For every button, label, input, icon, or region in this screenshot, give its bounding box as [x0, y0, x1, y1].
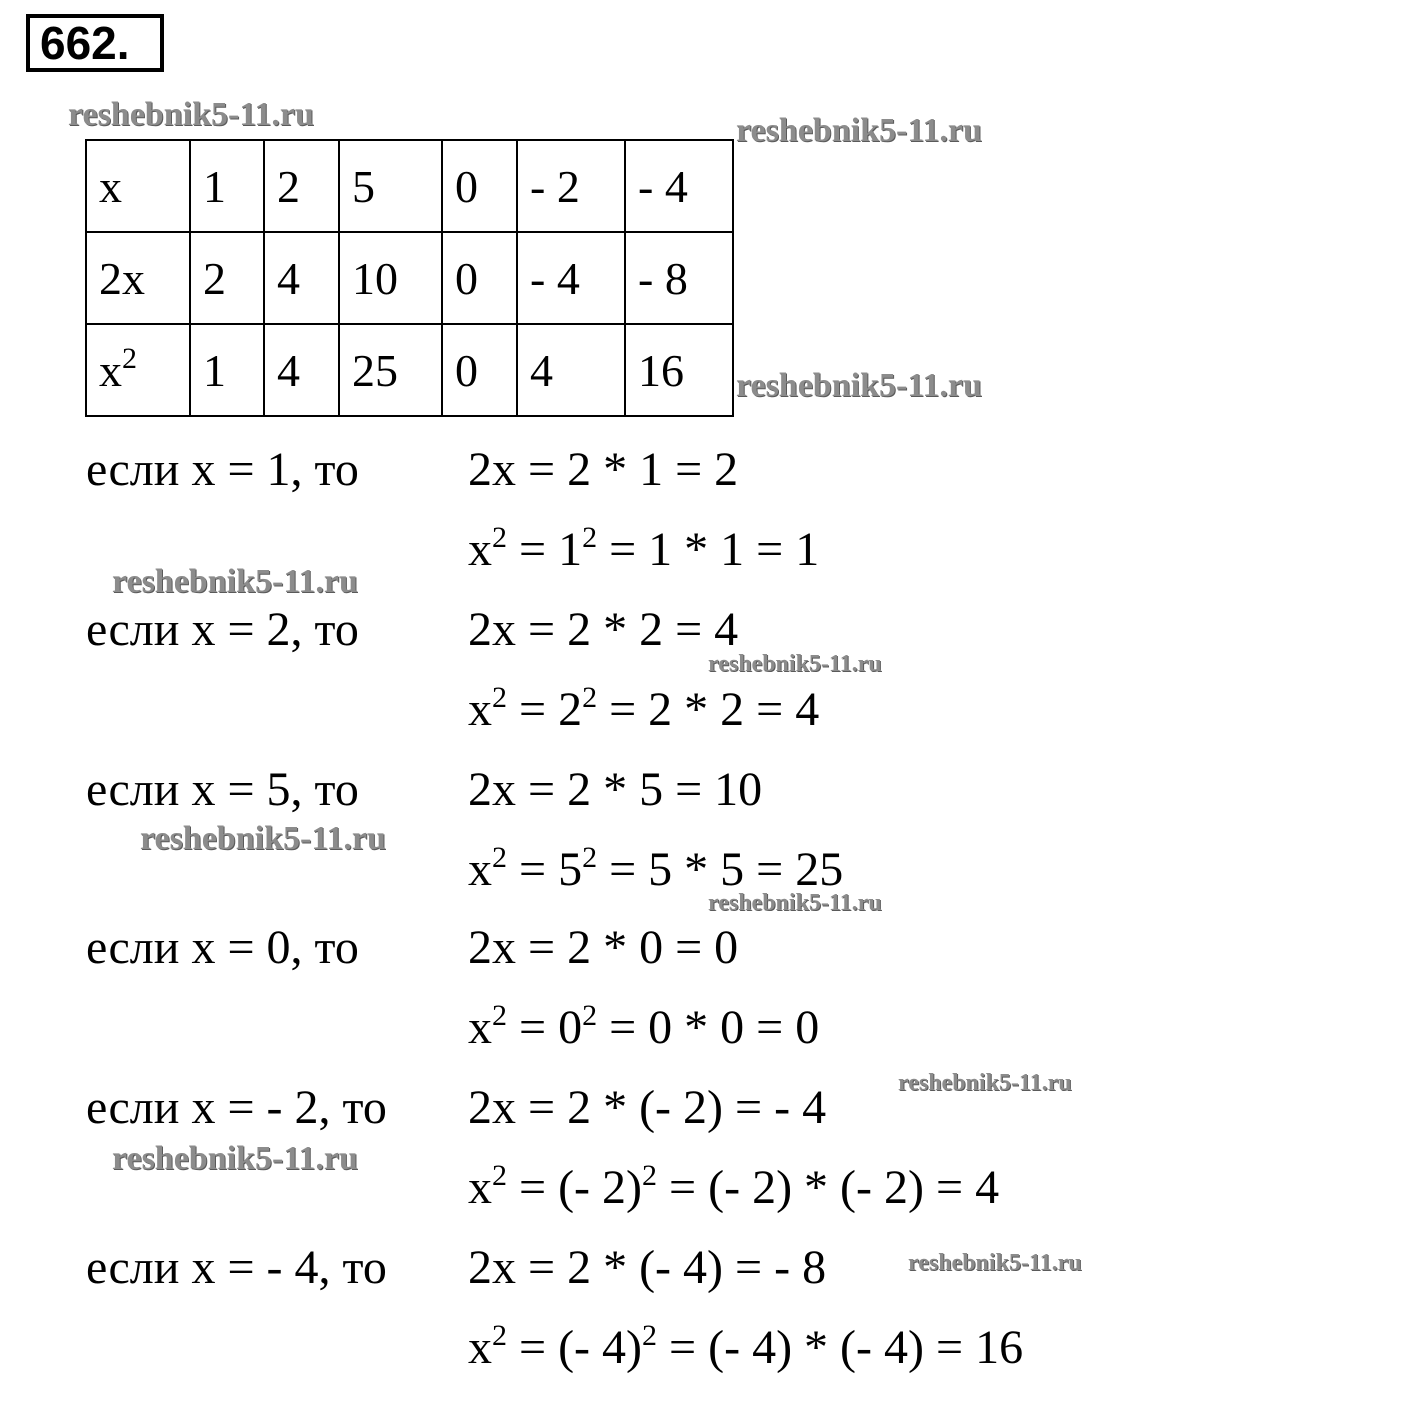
square-base: = 0 [507, 1001, 583, 1054]
square-rest: = 2 * 2 = 4 [597, 683, 820, 736]
watermark: reshebnik5-11.ru [736, 367, 982, 404]
square-lhs: x [468, 683, 492, 736]
square-base: = 2 [507, 683, 583, 736]
row-label-exponent: 2 [122, 341, 137, 375]
watermark: reshebnik5-11.ru [708, 890, 882, 916]
table-cell: 4 [517, 324, 625, 416]
exponent: 2 [582, 681, 598, 714]
square-rest: = 0 * 0 = 0 [597, 1001, 820, 1054]
double-equation: 2x = 2 * (- 4) = - 8 [468, 1241, 827, 1294]
square-rest: = 5 * 5 = 25 [597, 843, 844, 896]
exponent: 2 [582, 999, 598, 1032]
exponent: 2 [582, 521, 598, 554]
watermark: reshebnik5-11.ru [112, 1140, 358, 1177]
condition-text: если x = 5, то [86, 763, 359, 816]
square-base: = (- 2) [507, 1161, 643, 1214]
exponent: 2 [492, 841, 507, 874]
square-equation [468, 1320, 1023, 1376]
exponent: 2 [492, 999, 507, 1032]
values-table [85, 139, 734, 417]
double-equation: 2x = 2 * 5 = 10 [468, 763, 763, 816]
table-cell: - 4 [517, 232, 625, 324]
condition-text: если x = - 4, то [86, 1241, 387, 1294]
square-equation [468, 1000, 819, 1056]
row-label: 2x [86, 232, 190, 324]
table-cell: 1 [190, 324, 264, 416]
square-lhs: x [468, 1321, 492, 1374]
watermark: reshebnik5-11.ru [708, 651, 882, 677]
table-cell: 2 [264, 140, 339, 232]
double-equation: 2x = 2 * 1 = 2 [468, 443, 739, 496]
table-row-2x [86, 232, 733, 324]
table-cell: 5 [339, 140, 442, 232]
watermark: reshebnik5-11.ru [908, 1250, 1082, 1276]
table-cell: 2 [190, 232, 264, 324]
table-cell: 10 [339, 232, 442, 324]
exponent: 2 [582, 841, 598, 874]
square-lhs: x [468, 1161, 492, 1214]
table-cell: 4 [264, 232, 339, 324]
condition-text: если x = 0, то [86, 921, 359, 974]
double-equation: 2x = 2 * (- 2) = - 4 [468, 1081, 827, 1134]
square-rest: = (- 2) * (- 2) = 4 [657, 1161, 1000, 1214]
exponent: 2 [492, 681, 507, 714]
table-cell: 0 [442, 140, 517, 232]
table-cell: 16 [625, 324, 733, 416]
watermark: reshebnik5-11.ru [68, 96, 314, 133]
table-row-x [86, 140, 733, 232]
row-label-base: x [99, 344, 122, 396]
watermark: reshebnik5-11.ru [112, 563, 358, 600]
row-label: x [86, 140, 190, 232]
square-lhs: x [468, 523, 492, 576]
table-cell: - 2 [517, 140, 625, 232]
exponent: 2 [492, 1319, 507, 1352]
condition-text: если x = 1, то [86, 443, 359, 496]
exponent: 2 [642, 1159, 658, 1192]
table-cell: - 4 [625, 140, 733, 232]
square-base: = (- 4) [507, 1321, 643, 1374]
exponent: 2 [492, 1159, 507, 1192]
row-label [86, 324, 190, 416]
square-rest: = 1 * 1 = 1 [597, 523, 820, 576]
square-base: = 5 [507, 843, 583, 896]
square-equation [468, 682, 819, 738]
table-cell: 0 [442, 232, 517, 324]
double-equation: 2x = 2 * 0 = 0 [468, 921, 739, 974]
double-equation: 2x = 2 * 2 = 4 [468, 603, 739, 656]
watermark: reshebnik5-11.ru [140, 820, 386, 857]
table-cell: - 8 [625, 232, 733, 324]
square-lhs: x [468, 843, 492, 896]
watermark: reshebnik5-11.ru [736, 112, 982, 149]
square-base: = 1 [507, 523, 583, 576]
square-rest: = (- 4) * (- 4) = 16 [657, 1321, 1024, 1374]
condition-text: если x = - 2, то [86, 1081, 387, 1134]
condition-text: если x = 2, то [86, 603, 359, 656]
square-equation [468, 842, 843, 898]
square-lhs: x [468, 1001, 492, 1054]
exponent: 2 [642, 1319, 658, 1352]
table-cell: 25 [339, 324, 442, 416]
watermark: reshebnik5-11.ru [898, 1070, 1072, 1096]
square-equation [468, 522, 819, 578]
table-cell: 4 [264, 324, 339, 416]
exponent: 2 [492, 521, 507, 554]
problem-number: 662. [26, 14, 164, 72]
square-equation [468, 1160, 999, 1216]
table-row-x-squared [86, 324, 733, 416]
table-cell: 1 [190, 140, 264, 232]
table-cell: 0 [442, 324, 517, 416]
